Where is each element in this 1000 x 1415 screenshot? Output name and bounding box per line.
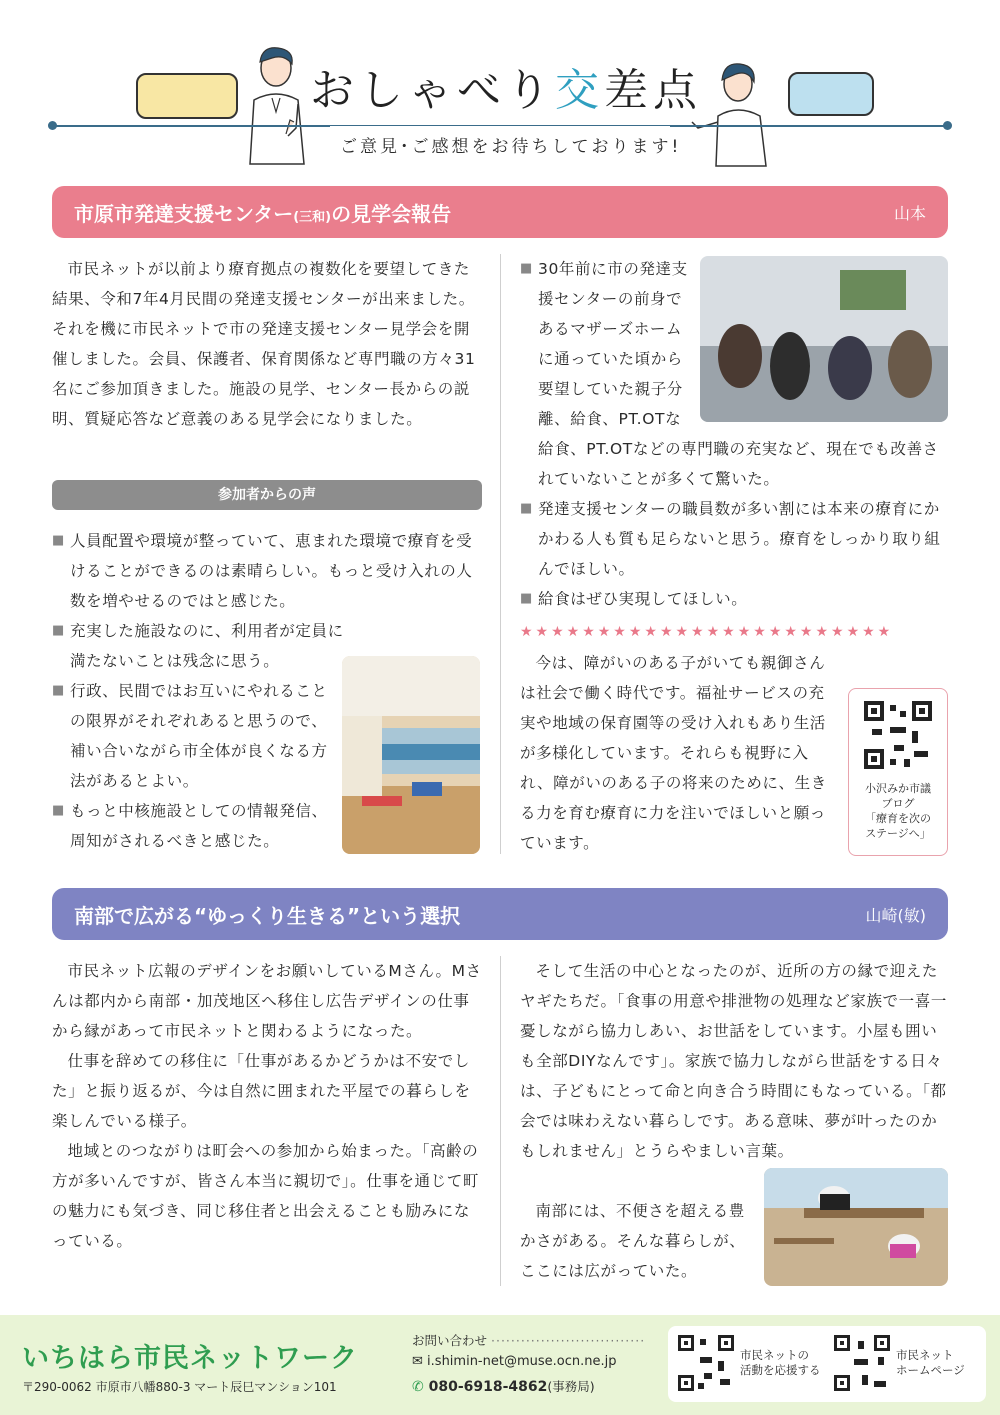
contact-email[interactable]: ✉ i.shimin-net@muse.ocn.ne.jp [412,1354,617,1369]
article2-left-text: 市民ネット広報のデザインをお願いしているMさん。Mさんは都内から南部・加茂地区へ移住し広告デザインの仕事から縁があって市民ネットと関わるようになった。 仕事を辞めての移住に「仕事があるかどうかは不安でした」と振り返るが、今は自然に囲まれた平屋での暮らしを楽しんでいる様子。 地域とのつながりは町会への参加から始まった。「高齢の方が多いんですが、皆さん本当に親切で」。仕事を通じて町の魅力にも気づき、同じ移住者と出会えることも励みになっている。 [52,962,482,1250]
article1-author: 山本 [893,204,926,223]
qr-caption: 小沢みか市議 ブログ 「療育を次の ステージへ」 [865,782,931,840]
title-accent-character: 交 [555,65,604,116]
list-item: ■ 発達支援センターの職員数が多い割には本来の療育にかかわる人も質も足らないと思う。療育をしっかり取り組んでほしい。 [520,494,950,584]
list-item: ■ 充実した施設なのに、利用者が定員に満たないことは残念に思う。 [52,616,350,676]
support-qr-caption: 市民ネットの 活動を応援する [740,1348,821,1377]
voice-right-first-wrapped [520,254,692,434]
voices-list-left-bottom [52,676,334,856]
article2-column-divider [500,956,501,1286]
contact-heading: お問い合わせ ······························· [412,1333,646,1348]
article2-right-text-top: そして生活の中心となったのが、近所の方の縁で迎えたヤギたちだ。「食事の用意や排泄物の処理など家族で一喜一憂しながら協力しあい、お世話をしています。小屋も囲いも全部DIYなんです」。家族で協力しながら世話をする日々は、子どもにとって命と向き合う時間にもなっている。「都会では味わえない暮らしです。ある意味、夢が叶ったのかもしれません」とうらやましい言葉。 [520,962,947,1160]
organization-name: いちはら市民ネットワーク [22,1343,358,1374]
list-item: ■ 行政、民間ではお互いにやれることの限界がそれぞれあると思うので、補い合いながら市全体が良くなる方法があるとよい。 [52,676,334,796]
article1-title: 市原市発達支援センター(三和)の見学会報告 [74,202,452,226]
article2-title: 南部で広がる“ゆっくり生きる”という選択 [74,904,461,928]
goats-photo [764,1168,948,1286]
article1-column-divider [500,254,501,854]
homepage-qr-code-icon[interactable] [834,1335,890,1391]
contact-phone[interactable]: ✆ 080-6918-4862(事務局) [412,1379,595,1395]
phone-icon: ✆ [412,1379,424,1395]
article2-author: 山崎(敏) [865,906,926,925]
blog-qr-box[interactable] [848,688,948,856]
qr-code-icon[interactable] [864,701,932,769]
list-item: ■ 30年前に市の発達支援センターの前身であるマザーズホームに通っていた頃から要望していた親子分離、給食、PT.OTな [520,254,692,434]
footer-qr-panel [668,1326,986,1402]
mail-icon: ✉ [412,1354,423,1369]
speech-bubble-yellow [136,73,238,119]
column-subtitle: ご意見･ご感想をお待ちしております! [340,137,682,157]
star-divider: ★★★★★★★★★★★★★★★★★★★★★★★★ [520,624,894,640]
facility-room-photo [342,656,480,854]
article1-right-text: 給食、PT.OTなどの専門職の充実など、現在でも改善されていないことが多くて驚いた。 ■ 発達支援センターの職員数が多い割には本来の療育にかかわる人も質も足らないと思う。療育をしっかり取り組んでほしい。 ■ 給食はぜひ実現してほしい。 [520,434,950,614]
voices-list-left-top [52,526,482,676]
speech-bubble-blue [788,72,874,116]
article1-intro: 市民ネットが以前より療育拠点の複数化を要望してきた結果、令和7年4月民間の発達支援センターが出来ました。それを機に市民ネットで市の発達支援センター見学会を開催しました。会員、保護者、保育関係など専門職の方々31名にご参加頂きました。施設の見学、センター長からの説明、質疑応答など意義のある見学会になりました。 [52,260,476,428]
article2-right-text-bottom: 南部には、不便さを超える豊かさがある。そんな暮らしが、ここには広がっていた。 [520,1202,746,1280]
column-title: おしゃべり交差点 [310,65,702,116]
organization-address: 〒290-0062 市原市八幡880-3 マート辰巳マンション101 [22,1380,337,1394]
list-item: ■ 給食はぜひ実現してほしい。 [520,584,950,614]
rule-dot-left [48,121,57,130]
list-item: ■ 人員配置や環境が整っていて、恵まれた環境で療育を受けることができるのは素晴らしい。もっと受け入れの人数を増やせるのではと感じた。 [52,526,482,616]
support-qr-code-icon[interactable] [678,1335,734,1391]
list-item: ■ もっと中核施設としての情報発信、周知がされるべきと感じた。 [52,796,334,856]
article2-title-bar [52,888,948,940]
man-illustration [236,40,316,165]
article1-title-bar [52,186,948,238]
meeting-photo [700,256,948,422]
voices-heading: 参加者からの声 [52,480,482,510]
homepage-qr-caption: 市民ネット ホームページ [896,1348,965,1377]
rule-dot-right [943,121,952,130]
article1-closing: 今は、障がいのある子がいても親御さんは社会で働く時代です。福祉サービスの充実や地域の保育園等の受け入れもあり生活が多様化しています。それらも視野に入れ、障がいのある子の将来のために、生きる力を育む療育に力を注いでほしいと願っています。 [520,654,827,852]
